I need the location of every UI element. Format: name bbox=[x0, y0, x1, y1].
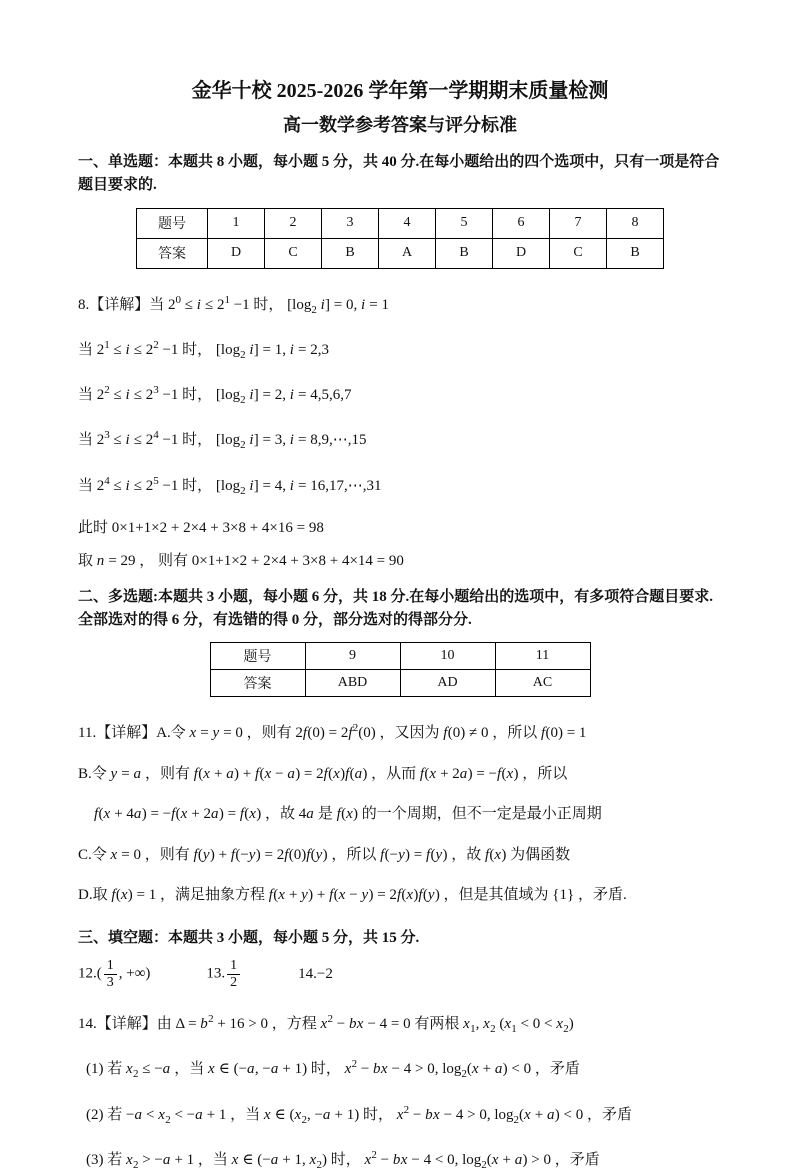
qnum-cell: 3 bbox=[322, 208, 379, 238]
solution-line: 当 $2^1 \le i \le 2^2 -1$ 时， [$\log_2$ i] = 1, i = 2,3 bbox=[78, 338, 329, 361]
table-row-question-numbers bbox=[210, 643, 590, 670]
answer-cell: A bbox=[379, 238, 436, 268]
solution-line: 当 $2^2 \le i \le 2^3 -1$ 时， [$\log_2$ i] = 2, i = 4,5,6,7 bbox=[78, 384, 352, 407]
solution-line: 8.【详解】当 $2^0 \le i \le 2^1 -1$ 时， [$\log_2$ i] = 0, i = 1 bbox=[78, 293, 389, 316]
answer-label-cell: 答案 bbox=[137, 238, 208, 268]
qnum-cell: 8 bbox=[607, 208, 664, 238]
solution-line: f(x + 4a) = −f(x + 2a) = f(x) ，故 4a 是 f(x) 的一个周期，但不一定是最小正周期 bbox=[94, 806, 602, 823]
answer-label-cell: 答案 bbox=[210, 670, 305, 697]
solution-line: (1) 若 $x_2 \le -a$ ，当 x ∈ (−a, −a + 1) 时， $x^2$ − bx − 4 > 0, $\log_2(x + a) < 0$ ，矛盾 bbox=[86, 1058, 580, 1081]
solution-line: 当 $2^3 \le i \le 2^4 -1$ 时， [$\log_2$ i] = 3, i = 8,9,⋯,15 bbox=[78, 429, 367, 452]
section-multi-choice-intro bbox=[78, 586, 722, 633]
solution-line: 14.【详解】由 $\Delta = b^2 + 16 > 0$ ，方程 $x^2$ − bx − 4 = 0 有两根 $x_1$, $x_2$ $(x_1 < 0 < x_2)$ bbox=[78, 1013, 574, 1036]
qnum-cell: 6 bbox=[493, 208, 550, 238]
solution-line: C.令 x = 0 ，则有 f(y) + f(−y) = 2f(0)f(y) ，所以 f(−y) = f(y) ，故 f(x) 为偶函数 bbox=[78, 846, 571, 863]
answer-cell: B bbox=[607, 238, 664, 268]
qnum-label-cell: 题号 bbox=[137, 208, 208, 238]
section-single-choice-intro bbox=[78, 151, 722, 198]
table-row-answers bbox=[137, 238, 664, 268]
section-single-choice-heading: 一、单选题： bbox=[78, 154, 169, 170]
question-11-solution bbox=[78, 721, 722, 906]
qnum-cell: 10 bbox=[400, 643, 495, 670]
fill-blank-answers bbox=[78, 958, 722, 990]
section-fill-blank-heading: 三、填空题： bbox=[78, 929, 169, 946]
qnum-cell: 2 bbox=[265, 208, 322, 238]
answer-cell: B bbox=[436, 238, 493, 268]
qnum-cell: 1 bbox=[208, 208, 265, 238]
solution-line: (2) 若 $-a < x_2 < -a + 1$ ，当 x ∈ ($x_2$, −a + 1) 时， $x^2$ − bx − 4 > 0, $\log_2(x + a) < 0$ ，矛盾 bbox=[86, 1103, 632, 1126]
solution-line: D.取 f(x) = 1 ，满足抽象方程 f(x + y) + f(x − y) = 2f(x)f(y) ，但是其值域为 {1} ，矛盾. bbox=[78, 887, 627, 904]
question-14-solution bbox=[78, 1012, 722, 1172]
table-row-answers bbox=[210, 670, 590, 697]
solution-line: 此时 0×1+1×2 + 2×4 + 3×8 + 4×16 = 98 bbox=[78, 519, 324, 536]
section-multi-choice-heading: 二、多选题: bbox=[78, 588, 158, 605]
solution-line: (3) 若 $x_2 > -a + 1$ ，当 x ∈ (−a + 1, $x_2$) 时， $x^2$ − bx − 4 < 0, $\log_2(x + a) > 0$ ，矛盾 bbox=[86, 1148, 600, 1171]
multi-choice-answer-table bbox=[210, 642, 591, 697]
answer-cell: D bbox=[208, 238, 265, 268]
answer-13: 13. $\frac{1}{2}$ bbox=[206, 958, 242, 990]
answer-cell: AC bbox=[495, 670, 590, 697]
document-title: 金华十校 2025-2026 学年第一学期期末质量检测 bbox=[191, 80, 609, 102]
answer-cell: ABD bbox=[305, 670, 400, 697]
solution-line: 当 $2^4 \le i \le 2^5 -1$ 时， [$\log_2$ i] = 4, i = 16,17,⋯,31 bbox=[78, 474, 382, 497]
answer-cell: AD bbox=[400, 670, 495, 697]
section-single-choice-text: 本题共 8 小题，每小题 5 分，共 40 分.在每小题给出的四个选项中，只有一项是符合题目要求的. bbox=[78, 154, 720, 194]
section-fill-blank-intro bbox=[78, 927, 722, 950]
answer-cell: D bbox=[493, 238, 550, 268]
solution-line: 取 n = 29 ， 则有 0×1+1×2 + 2×4 + 3×8 + 4×14 = 90 bbox=[78, 553, 404, 570]
qnum-label-cell: 题号 bbox=[210, 643, 305, 670]
solution-line: B.令 y = a ，则有 f(x + a) + f(x − a) = 2f(x)f(a) ，从而 f(x + 2a) = −f(x) ，所以 bbox=[78, 765, 568, 782]
qnum-cell: 7 bbox=[550, 208, 607, 238]
answer-12: 12.( $\frac{1}{3}$ , +∞) bbox=[78, 958, 151, 990]
answer-14: 14.−2 bbox=[298, 965, 333, 982]
answer-cell: C bbox=[550, 238, 607, 268]
answer-cell: B bbox=[322, 238, 379, 268]
qnum-cell: 4 bbox=[379, 208, 436, 238]
qnum-cell: 9 bbox=[305, 643, 400, 670]
section-multi-choice-text: 本题共 3 小题，每小题 6 分，共 18 分.在每小题给出的选项中，有多项符合题目要求.全部选对的得 6 分，有选错的得 0 分，部分选对的得部分分. bbox=[78, 588, 714, 629]
single-choice-answer-table bbox=[136, 208, 664, 269]
qnum-cell: 5 bbox=[436, 208, 493, 238]
solution-line: 11.【详解】A.令 x = y = 0 ，则有 $2f(0) = 2f^2(0)$ ，又因为 f(0) ≠ 0 ，所以 f(0) = 1 bbox=[78, 722, 587, 742]
document-subtitle: 高一数学参考答案与评分标准 bbox=[283, 115, 517, 135]
answer-cell: C bbox=[265, 238, 322, 268]
table-row-question-numbers bbox=[137, 208, 664, 238]
section-fill-blank-text: 本题共 3 小题，每小题 5 分，共 15 分. bbox=[168, 929, 420, 946]
qnum-cell: 11 bbox=[495, 643, 590, 670]
question-8-solution bbox=[78, 293, 722, 572]
